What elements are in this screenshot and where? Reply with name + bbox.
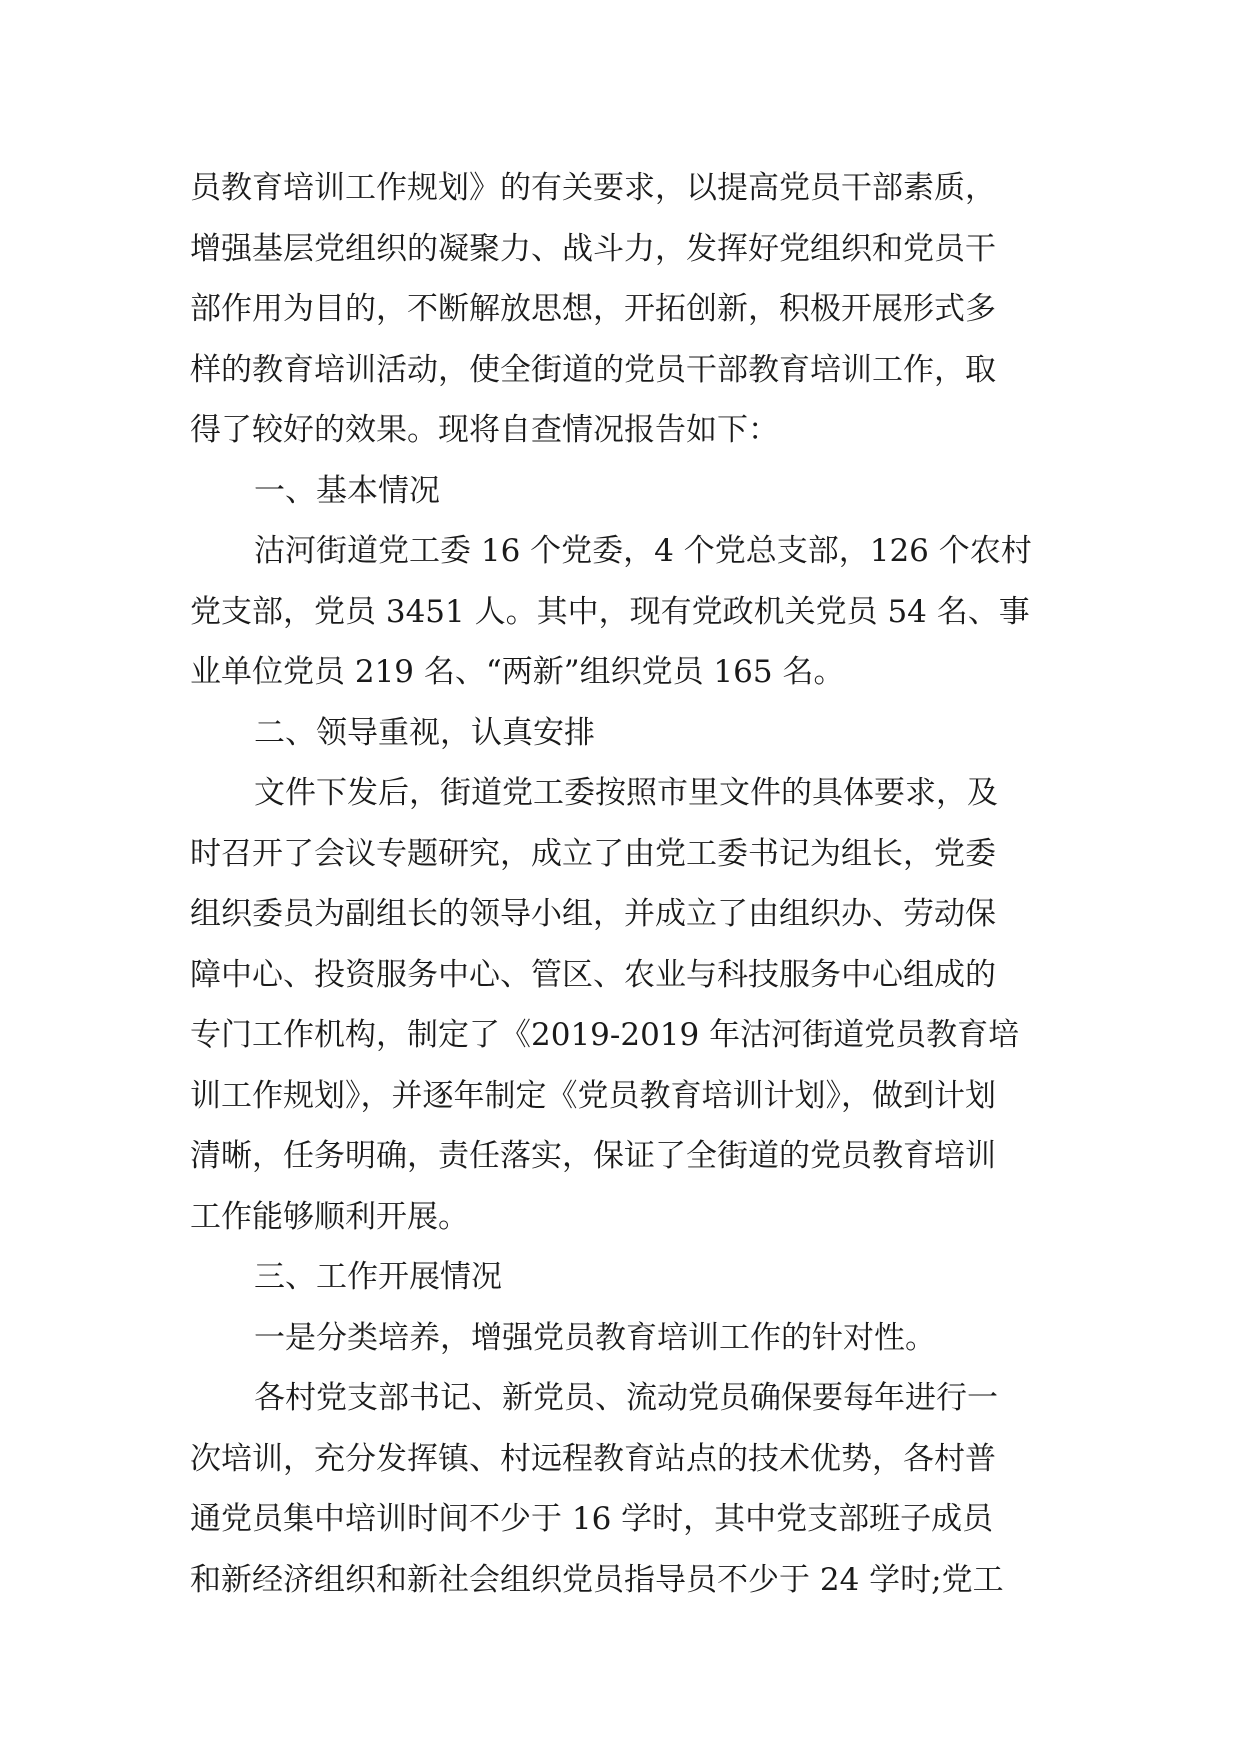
text-line: 次培训，充分发挥镇、村远程教育站点的技术优势，各村普 xyxy=(190,1440,996,1477)
text-line: 工作能够顺利开展。 xyxy=(190,1198,469,1235)
text-line: 增强基层党组织的凝聚力、战斗力，发挥好党组织和党员干 xyxy=(190,230,996,267)
text-line: 通党员集中培训时间不少于 16 学时，其中党支部班子成员 xyxy=(190,1501,994,1537)
section-heading: 二、领导重视，认真安排 xyxy=(254,714,595,751)
section-heading: 三、工作开展情况 xyxy=(254,1259,502,1295)
text-line: 一是分类培养，增强党员教育培训工作的针对性。 xyxy=(254,1319,936,1356)
text-line: 组织委员为副组长的领导小组，并成立了由组织办、劳动保 xyxy=(190,896,996,932)
text-line: 训工作规划》，并逐年制定《党员教育培训计划》，做到计划 xyxy=(190,1077,996,1114)
text-line: 障中心、投资服务中心、管区、农业与科技服务中心组成的 xyxy=(190,956,996,993)
text-line: 专门工作机构，制定了《2019-2019 年沽河街道党员教育培 xyxy=(190,1017,1020,1053)
text-line: 各村党支部书记、新党员、流动党员确保要每年进行一 xyxy=(254,1380,998,1416)
text-line: 得了较好的效果。现将自查情况报告如下： xyxy=(190,412,779,448)
text-line: 沽河街道党工委 16 个党委，4 个党总支部，126 个农村 xyxy=(254,533,1032,569)
text-line: 样的教育培训活动，使全街道的党员干部教育培训工作，取 xyxy=(190,351,996,388)
text-line: 文件下发后，街道党工委按照市里文件的具体要求，及 xyxy=(254,775,998,811)
text-line: 部作用为目的，不断解放思想，开拓创新，积极开展形式多 xyxy=(190,291,996,327)
text-line: 和新经济组织和新社会组织党员指导员不少于 24 学时;党工 xyxy=(190,1561,1004,1598)
text-line: 时召开了会议专题研究，成立了由党工委书记为组长，党委 xyxy=(190,835,996,872)
text-line: 党支部，党员 3451 人。其中，现有党政机关党员 54 名、事 xyxy=(190,593,1030,630)
text-line: 员教育培训工作规划》的有关要求，以提高党员干部素质， xyxy=(190,170,996,206)
document-body xyxy=(190,158,1070,1610)
text-line: 业单位党员 219 名、“两新”组织党员 165 名。 xyxy=(190,654,845,690)
text-line: 清晰，任务明确，责任落实，保证了全街道的党员教育培训 xyxy=(190,1138,996,1174)
section-heading: 一、基本情况 xyxy=(254,472,440,509)
